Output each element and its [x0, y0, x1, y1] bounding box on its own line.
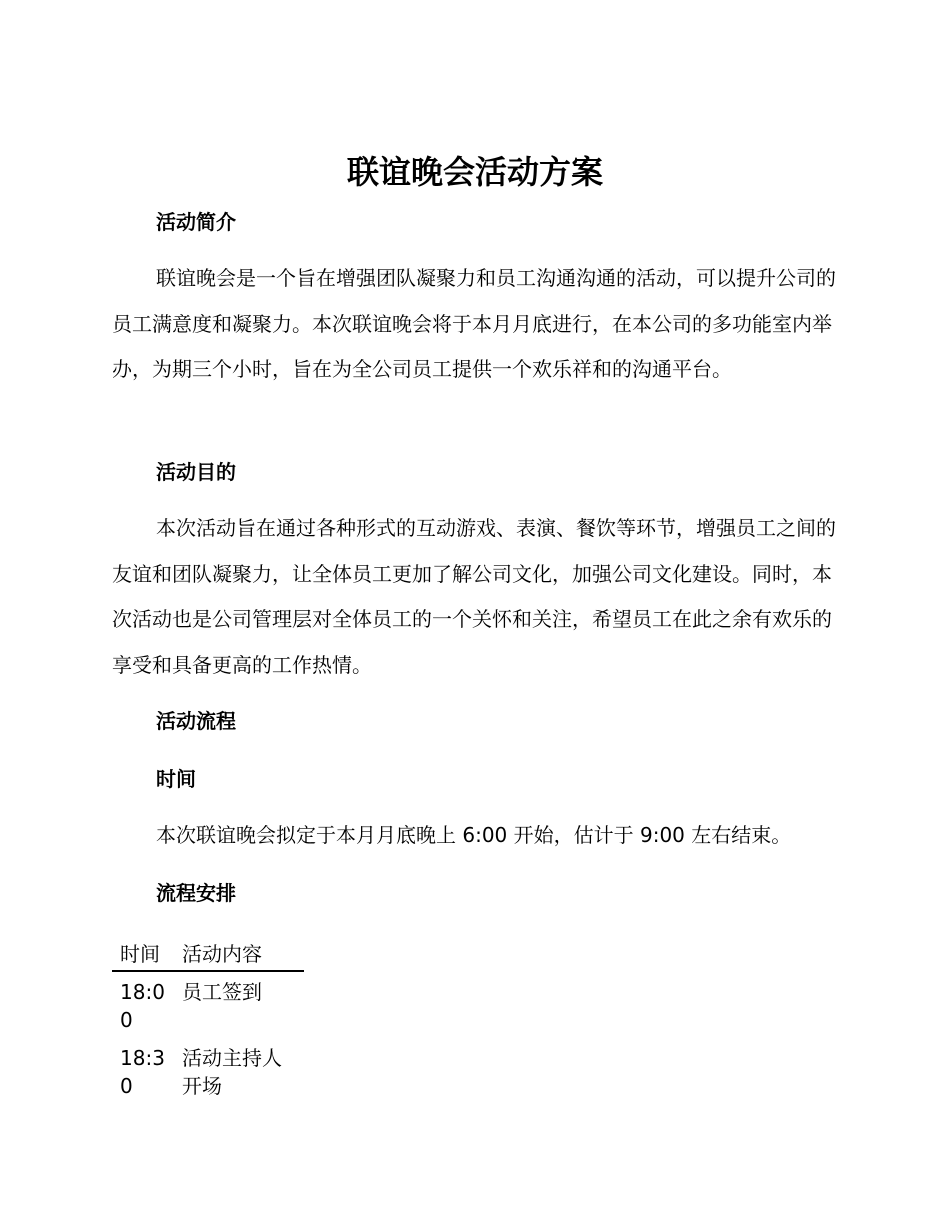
subheading-time: 时间: [156, 767, 196, 791]
time-paragraph: 本次联谊晚会拟定于本月月底晚上 6:00 开始，估计于 9:00 左右结束。: [156, 823, 792, 847]
schedule-time-cell: 18:00: [120, 980, 165, 1032]
section-heading-purpose: 活动目的: [156, 460, 236, 484]
schedule-header-row: [112, 936, 304, 971]
schedule-time-cell: 18:30: [120, 1046, 165, 1098]
table-row: [112, 1038, 304, 1104]
section-heading-intro: 活动简介: [156, 210, 236, 234]
purpose-paragraph: 本次活动旨在通过各种形式的互动游戏、表演、餐饮等环节，增强员工之间的友谊和团队凝聚力，让全体员工更加了解公司文化，加强公司文化建设。同时，本次活动也是公司管理层对全体员工的一个关怀和关注，希望员工在此之余有欢乐的享受和具备更高的工作热情。: [112, 516, 836, 677]
schedule-table: [112, 936, 304, 1104]
intro-paragraph: 联谊晚会是一个旨在增强团队凝聚力和员工沟通沟通的活动，可以提升公司的员工满意度和凝聚力。本次联谊晚会将于本月月底进行，在本公司的多功能室内举办，为期三个小时，旨在为全公司员工提供一个欢乐祥和的沟通平台。: [112, 266, 836, 381]
document-title: 联谊晚会活动方案: [346, 153, 603, 191]
schedule-header-content: 活动内容: [174, 936, 304, 971]
schedule-content-cell: 活动主持人开场: [182, 1046, 282, 1098]
schedule-content-cell: 员工签到: [182, 980, 262, 1004]
section-heading-flow: 活动流程: [156, 709, 236, 733]
table-row: [112, 971, 304, 1038]
subheading-schedule: 流程安排: [156, 881, 236, 905]
schedule-header-time: 时间: [112, 936, 174, 971]
